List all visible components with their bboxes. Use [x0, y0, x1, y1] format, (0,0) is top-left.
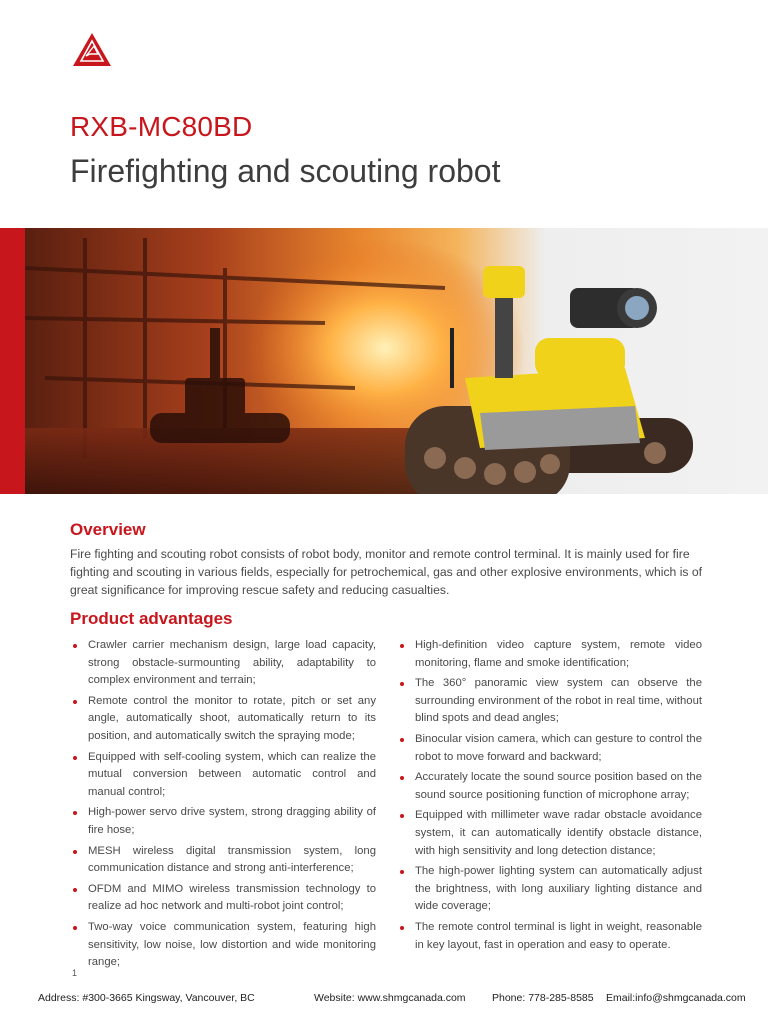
list-item: The 360° panoramic view system can observe the surrounding environment of the robot in real time, without blind spots and dead angles; — [397, 675, 702, 728]
overview-heading: Overview — [70, 520, 146, 539]
advantages-list-left — [70, 637, 376, 975]
company-logo-icon — [72, 32, 112, 68]
footer-phone: Phone: 778-285-8585 — [492, 992, 594, 1004]
footer-address: Address: #300-3665 Kingsway, Vancouver, BC — [38, 992, 255, 1004]
advantages-list-right — [397, 637, 702, 957]
advantages-heading: Product advantages — [70, 609, 233, 628]
page-title: Firefighting and scouting robot — [70, 153, 501, 189]
banner-image — [25, 228, 768, 494]
list-item: Binocular vision camera, which can gesture to control the robot to move forward and backward; — [397, 731, 702, 766]
footer-website[interactable]: Website: www.shmgcanada.com — [314, 992, 466, 1004]
overview-text: Fire fighting and scouting robot consists of robot body, monitor and remote control terminal. It is mainly used for fire fighting and scouting in various fields, especially for petrochemical, gas and other explosive environments, which is of great significance for improving rescue safety and reducing casualties. — [70, 547, 703, 597]
product-model: RXB-MC80BD — [70, 111, 253, 142]
list-item: High-definition video capture system, remote video monitoring, flame and smoke identification; — [397, 637, 702, 672]
footer-email[interactable]: Email:info@shmgcanada.com — [606, 992, 746, 1004]
robot-in-fire-photo — [25, 228, 768, 494]
list-item: MESH wireless digital transmission system, long communication distance and strong anti-interference; — [70, 843, 376, 878]
accent-bar — [0, 228, 25, 494]
list-item: Two-way voice communication system, featuring high sensitivity, low noise, low distortion and wide monitoring range; — [70, 919, 376, 972]
list-item: Accurately locate the sound source position based on the sound source positioning function of microphone array; — [397, 769, 702, 804]
footer — [0, 992, 768, 1008]
list-item: OFDM and MIMO wireless transmission technology to realize ad hoc network and multi-robot joint control; — [70, 881, 376, 916]
list-item: Remote control the monitor to rotate, pitch or set any angle, automatically shoot, automatically return to its position, and automatically switch the spraying mode; — [70, 693, 376, 746]
list-item: Crawler carrier mechanism design, large load capacity, strong obstacle-surmounting ability, adaptability to complex environment and terrain; — [70, 637, 376, 690]
list-item: High-power servo drive system, strong dragging ability of fire hose; — [70, 804, 376, 839]
page-number: 1 — [72, 968, 78, 978]
list-item: Equipped with millimeter wave radar obstacle avoidance system, it can automatically identify obstacle distance, with high sensitivity and long detection distance; — [397, 807, 702, 860]
list-item: The high-power lighting system can automatically adjust the brightness, with long auxiliary lighting distance and wide coverage; — [397, 863, 702, 916]
list-item: Equipped with self-cooling system, which can realize the mutual conversion between automatic control and manual control; — [70, 749, 376, 802]
list-item: The remote control terminal is light in weight, reasonable in key layout, fast in operation and easy to operate. — [397, 919, 702, 954]
